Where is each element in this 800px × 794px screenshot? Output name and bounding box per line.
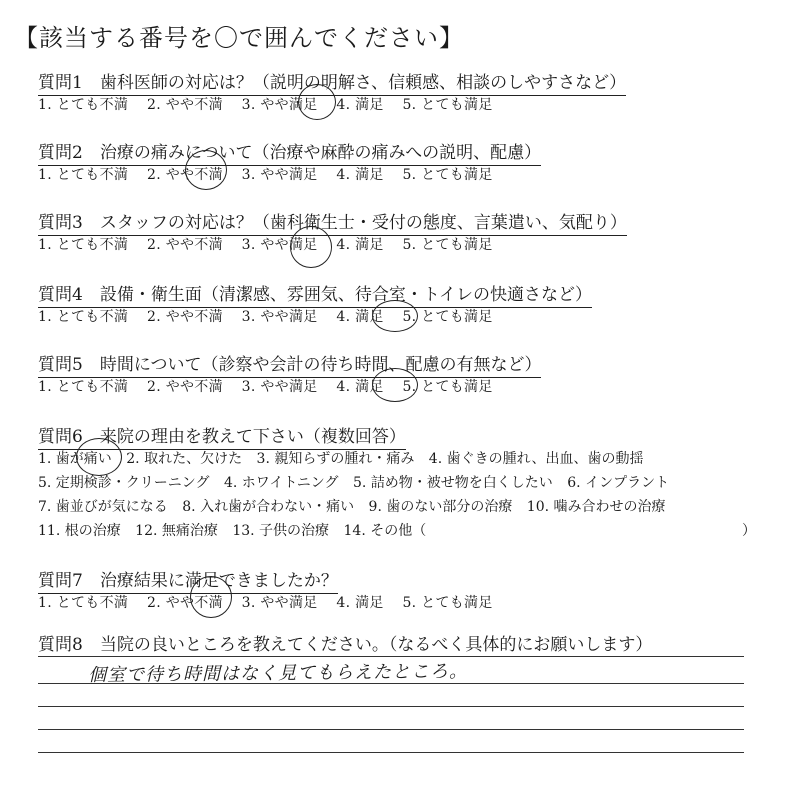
q6-row-3 bbox=[38, 496, 676, 516]
q3-option-5[interactable]: 5. とても満足 bbox=[402, 237, 493, 253]
answer-line bbox=[38, 729, 744, 730]
q2-option-4[interactable]: 4. 満足 bbox=[336, 167, 384, 183]
answer-line bbox=[38, 752, 744, 753]
q2-option-2[interactable]: 2. やや不満 bbox=[146, 167, 223, 183]
q4-option-3[interactable]: 3. やや満足 bbox=[241, 309, 318, 325]
q1-option-1[interactable]: 1. とても不満 bbox=[38, 97, 129, 113]
q3-option-4[interactable]: 4. 満足 bbox=[336, 237, 384, 253]
q4-option-5[interactable]: 5. とても満足 bbox=[402, 309, 493, 325]
q6-row-2 bbox=[38, 472, 679, 492]
q6-row-1 bbox=[38, 448, 653, 468]
q6-option[interactable]: 4. ホワイトニング bbox=[223, 475, 339, 491]
question-6-title: 質問6 来院の理由を教えて下さい（複数回答） bbox=[38, 422, 406, 450]
question-5-options bbox=[38, 376, 493, 396]
q7-option-3[interactable]: 3. やや満足 bbox=[241, 595, 318, 611]
q4-option-2[interactable]: 2. やや不満 bbox=[146, 309, 223, 325]
q1-option-3[interactable]: 3. やや満足 bbox=[241, 97, 318, 113]
question-4-title: 質問4 設備・衛生面（清潔感、雰囲気、待合室・トイレの快適さなど） bbox=[38, 280, 592, 308]
q6-row-4 bbox=[38, 520, 436, 540]
q7-option-5[interactable]: 5. とても満足 bbox=[402, 595, 493, 611]
question-2-options bbox=[38, 164, 493, 184]
q5-option-5[interactable]: 5. とても満足 bbox=[402, 379, 493, 395]
q7-option-4[interactable]: 4. 満足 bbox=[336, 595, 384, 611]
answer-line bbox=[38, 706, 744, 707]
q4-option-1[interactable]: 1. とても不満 bbox=[38, 309, 129, 325]
q6-option[interactable]: 5. 定期検診・クリーニング bbox=[38, 475, 210, 491]
q4-option-4[interactable]: 4. 満足 bbox=[336, 309, 384, 325]
q8-handwritten-answer[interactable]: 個室で待ち時間はなく見てもらえたところ。 bbox=[87, 661, 469, 686]
question-1-options bbox=[38, 94, 493, 114]
question-1-title: 質問1 歯科医師の対応は？（説明の明解さ、信頼感、相談のしやすさなど） bbox=[38, 68, 626, 96]
question-3-options bbox=[38, 234, 493, 254]
question-2-title: 質問2 治療の痛みについて（治療や麻酔の痛みへの説明、配慮） bbox=[38, 138, 541, 166]
q7-option-2[interactable]: 2. やや不満 bbox=[146, 595, 223, 611]
q1-option-2[interactable]: 2. やや不満 bbox=[146, 97, 223, 113]
q6-option[interactable]: 13. 子供の治療 bbox=[232, 523, 330, 539]
q6-option[interactable]: 7. 歯並びが気になる bbox=[38, 499, 168, 515]
question-7-options bbox=[38, 592, 493, 612]
q6-option[interactable]: 5. 詰め物・被せ物を白くしたい bbox=[353, 475, 553, 491]
question-8-title: 質問8 当院の良いところを教えてください。（なるべく具体的にお願いします） bbox=[38, 635, 653, 655]
q1-option-4[interactable]: 4. 満足 bbox=[336, 97, 384, 113]
q6-option[interactable]: 3. 親知らずの腫れ・痛み bbox=[256, 451, 415, 467]
q3-option-3[interactable]: 3. やや満足 bbox=[241, 237, 318, 253]
q3-option-1[interactable]: 1. とても不満 bbox=[38, 237, 129, 253]
q2-option-1[interactable]: 1. とても不満 bbox=[38, 167, 129, 183]
q6-option[interactable]: 11. 根の治療 bbox=[38, 523, 121, 539]
q1-option-5[interactable]: 5. とても満足 bbox=[402, 97, 493, 113]
q5-option-3[interactable]: 3. やや満足 bbox=[241, 379, 318, 395]
instruction-header: 【該当する番号を〇で囲んでください】 bbox=[14, 24, 464, 52]
q6-option-other[interactable]: 14. その他（ bbox=[343, 523, 427, 539]
q6-option[interactable]: 12. 無痛治療 bbox=[135, 523, 218, 539]
q5-option-1[interactable]: 1. とても不満 bbox=[38, 379, 129, 395]
q6-option[interactable]: 10. 噛み合わせの治療 bbox=[526, 499, 666, 515]
q6-option[interactable]: 2. 取れた、欠けた bbox=[126, 451, 243, 467]
q5-option-4[interactable]: 4. 満足 bbox=[336, 379, 384, 395]
q6-option[interactable]: 1. 歯が痛い bbox=[38, 451, 112, 467]
q6-option[interactable]: 4. 歯ぐきの腫れ、出血、歯の動揺 bbox=[428, 451, 644, 467]
q2-option-5[interactable]: 5. とても満足 bbox=[402, 167, 493, 183]
q6-option[interactable]: 6. インプラント bbox=[567, 475, 670, 491]
q3-option-2[interactable]: 2. やや不満 bbox=[146, 237, 223, 253]
question-7-title: 質問7 治療結果に満足できましたか？ bbox=[38, 566, 338, 594]
q6-option[interactable]: 9. 歯のない部分の治療 bbox=[368, 499, 513, 515]
question-5-title: 質問5 時間について（診察や会計の待ち時間、配慮の有無など） bbox=[38, 350, 541, 378]
question-4-options bbox=[38, 306, 493, 326]
q6-other-close-paren: ） bbox=[742, 523, 756, 539]
question-3-title: 質問3 スタッフの対応は？（歯科衛生士・受付の態度、言葉遣い、気配り） bbox=[38, 208, 627, 236]
q2-option-3[interactable]: 3. やや満足 bbox=[241, 167, 318, 183]
q6-option[interactable]: 8. 入れ歯が合わない・痛い bbox=[182, 499, 355, 515]
q7-option-1[interactable]: 1. とても不満 bbox=[38, 595, 129, 611]
q5-option-2[interactable]: 2. やや不満 bbox=[146, 379, 223, 395]
